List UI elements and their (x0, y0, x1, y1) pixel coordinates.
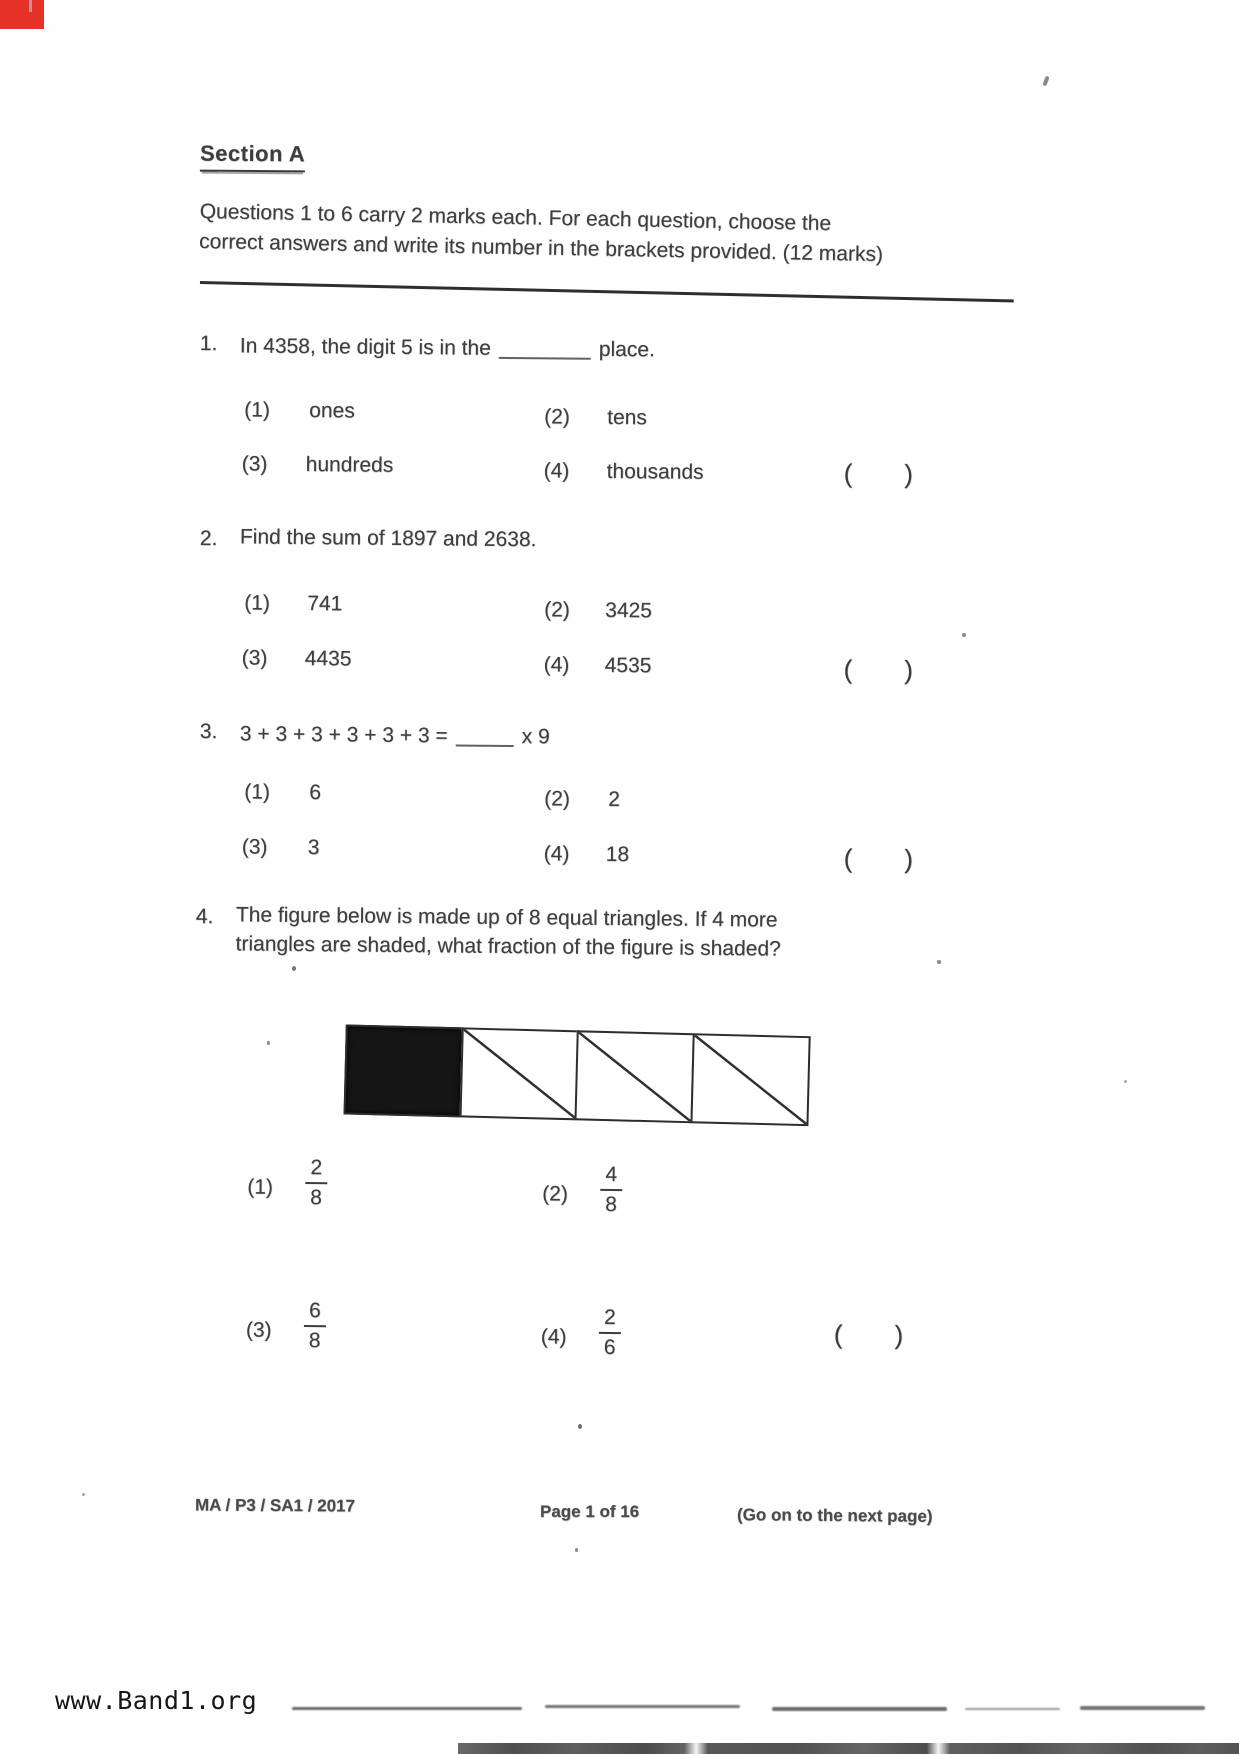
option-text: ones (309, 399, 355, 423)
diagonal-line (577, 1032, 693, 1121)
triangle-figure (344, 1024, 811, 1126)
denominator: 6 (603, 1335, 616, 1360)
question-text: In 4358, the digit 5 is in the place. (239, 334, 656, 362)
scan-artifact-red-strip (0, 0, 44, 29)
header-divider (200, 281, 1014, 302)
diagonal-line (461, 1029, 577, 1118)
option-text: thousands (606, 459, 704, 484)
denominator: 8 (308, 1329, 321, 1353)
question-4 (191, 903, 1026, 1431)
blank-line (499, 337, 591, 360)
scan-speck (575, 1548, 578, 1552)
scan-speck (1124, 1080, 1127, 1083)
fraction-option (305, 1156, 327, 1210)
open-bracket: ( (833, 1319, 843, 1350)
scan-speck (937, 960, 941, 964)
scan-speck (578, 1424, 582, 1429)
option-label: (4) (543, 653, 570, 677)
scan-smudge-line (292, 1707, 522, 1710)
question-text-line-1: The figure below is made up of 8 equal triangles. If 4 more (235, 903, 778, 932)
close-bracket: ) (894, 1319, 904, 1350)
option-text: hundreds (305, 453, 394, 477)
scan-artifact-bottom-strip (458, 1743, 1239, 1754)
numerator: 2 (599, 1306, 621, 1334)
option-label: (1) (247, 1175, 274, 1199)
open-bracket: ( (843, 458, 853, 489)
option-label: (1) (244, 398, 271, 422)
question-number: 2. (199, 526, 218, 551)
question-number: 1. (199, 331, 218, 356)
question-number: 4. (195, 904, 214, 929)
question-1 (199, 330, 1030, 489)
figure-cell-diagonal (459, 1027, 579, 1120)
denominator: 8 (605, 1192, 617, 1217)
instructions-line-1: Questions 1 to 6 carry 2 marks each. For each question, choose the (199, 199, 832, 236)
option-text: 2 (608, 787, 621, 812)
numerator: 2 (305, 1156, 327, 1184)
watermark-url: www.Band1.org (55, 1686, 258, 1715)
close-bracket: ) (904, 843, 914, 874)
close-bracket: ) (904, 458, 914, 489)
scan-speck (962, 633, 966, 637)
answer-brackets (843, 654, 913, 686)
section-header (200, 141, 305, 172)
option-text: 4435 (304, 647, 352, 671)
scan-artifact-gray-tick (29, 0, 32, 12)
fraction-option (304, 1299, 326, 1353)
question-text: 3 + 3 + 3 + 3 + 3 + 3 = x 9 (239, 722, 550, 749)
option-text: 3425 (605, 598, 653, 623)
question-text-line-2: triangles are shaded, what fraction of the figure is shaded? (235, 932, 781, 961)
footer-doc-code: MA / P3 / SA1 / 2017 (194, 1495, 356, 1516)
denominator: 8 (310, 1186, 322, 1210)
figure-cell-diagonal (690, 1033, 810, 1126)
answer-brackets (844, 843, 914, 875)
question-2 (199, 525, 1030, 685)
scan-speck (1042, 76, 1049, 87)
option-label: (3) (241, 646, 268, 670)
diagonal-line (692, 1035, 808, 1124)
open-bracket: ( (843, 843, 853, 874)
option-text: 3 (307, 836, 320, 860)
instructions-line-2: correct answers and write its number in the brackets provided. (12 marks) (198, 229, 884, 267)
option-label: (2) (544, 598, 570, 622)
option-text: 741 (307, 592, 343, 616)
scan-speck (82, 1493, 85, 1496)
option-label: (4) (540, 1325, 567, 1349)
open-bracket: ( (843, 654, 853, 685)
option-label: (2) (542, 1182, 569, 1206)
option-label: (4) (543, 842, 570, 866)
scan-smudge-line (965, 1708, 1060, 1710)
close-bracket: ) (904, 654, 914, 685)
question-number: 3. (199, 719, 218, 744)
answer-brackets (844, 458, 914, 490)
option-label: (1) (244, 591, 271, 615)
option-label: (1) (244, 780, 271, 804)
footer-page-indicator: Page 1 of 16 (540, 1502, 640, 1521)
question-text: Find the sum of 1897 and 2638. (239, 525, 537, 552)
fraction-option (599, 1306, 621, 1360)
figure-cell-diagonal (574, 1030, 694, 1123)
scan-smudge-line (772, 1707, 947, 1711)
question-3 (199, 718, 1030, 874)
figure-cell-shaded (344, 1024, 464, 1117)
option-label: (3) (245, 1318, 272, 1342)
option-label: (3) (241, 835, 268, 859)
footer-next-page-note: (Go on to the next page) (736, 1505, 933, 1526)
option-text: tens (607, 405, 647, 430)
option-label: (2) (544, 405, 570, 429)
option-label: (3) (241, 452, 268, 476)
option-label: (4) (543, 459, 570, 483)
numerator: 4 (600, 1163, 622, 1191)
fraction-option (600, 1163, 622, 1217)
option-text: 4535 (604, 653, 652, 678)
scan-smudge-line (545, 1705, 740, 1708)
option-text: 6 (309, 781, 322, 805)
numerator: 6 (304, 1299, 326, 1327)
option-label: (2) (544, 787, 571, 811)
section-title: Section A (200, 141, 305, 173)
option-text: 18 (605, 842, 630, 867)
instructions (199, 197, 990, 272)
scan-speck (267, 1041, 270, 1045)
scan-speck (292, 966, 296, 971)
blank-line (456, 724, 514, 747)
scan-smudge-line (1080, 1706, 1205, 1710)
answer-brackets (834, 1319, 904, 1351)
